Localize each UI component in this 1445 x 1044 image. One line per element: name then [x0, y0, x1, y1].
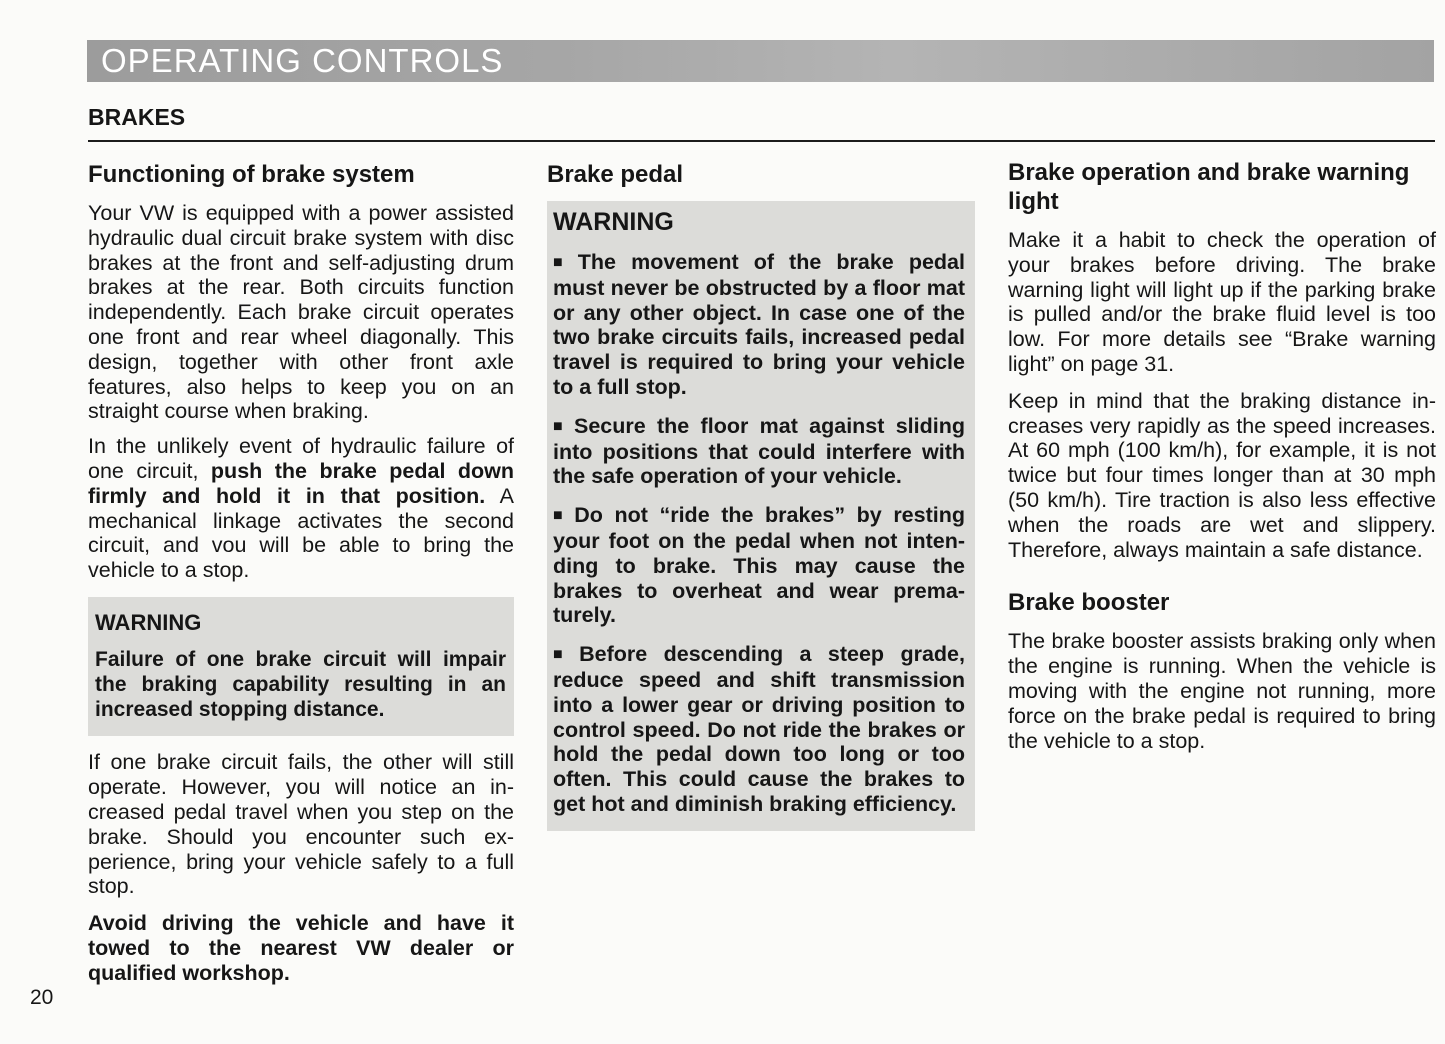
warning-title: WARNING: [553, 208, 674, 236]
paragraph-braking-distance: Keep in mind that the braking distance increases very rapidly as the speed increases. At 60 mph (100 km/h), for example, it is not twice but four times longer than at 30 mph (50 km/h). Tire traction is also less effective when the roads are wet and slippery. Therefore, always maintain a safe distance.: [1008, 388, 1436, 562]
warning-text: Failure of one brake circuit will impair the braking capability resulting in an increased stopping distance.: [95, 647, 506, 721]
text-failure-instruction: push the brake pedal down firmly and hold it in that position.: [88, 458, 514, 508]
square-bullet-icon: ■: [553, 507, 569, 525]
paragraph-avoid-driving: Avoid driving the vehicle and have it towed to the nearest VW dealer or qualified workshop.: [88, 911, 514, 985]
warning-item-text: Before descending a steep grade, reduce speed and shift transmission into a lower gear or driving position to control speed. Do not ride the brakes or hold the pedal down too long or too often. This could cause the brakes to get hot and diminish braking efficiency.: [553, 642, 965, 816]
section-divider: [88, 140, 1435, 142]
warning-item: [553, 414, 965, 489]
heading-brake-booster: Brake booster: [1008, 589, 1170, 617]
heading-functioning: Functioning of brake system: [88, 161, 415, 188]
text-failure-intro: In the unlikely event of hydraulic failure of one circuit,: [88, 434, 514, 483]
paragraph-hydraulic-failure: [88, 434, 514, 583]
paragraph-system-description: Your VW is equipped with a power assisted hydraulic dual circuit brake system with disc brakes at the front and self-adjusting drum brakes at the rear. Both circuits function independently. Each brake circuit operates one front and rear wheel diagonally. This design, together with other front axle features, also helps to keep you on an straight course when braking.: [88, 201, 514, 424]
chapter-title: OPERATING CONTROLS: [101, 42, 504, 79]
warning-item: [553, 503, 965, 628]
column-middle: [547, 160, 975, 831]
paragraph-brake-booster: The brake booster assists braking only when the engine is running. When the vehicle is moving with the engine not running, more force on the brake pedal is required to bring the vehicle to a stop.: [1008, 629, 1436, 753]
column-right: [1008, 158, 1436, 753]
square-bullet-icon: ■: [553, 646, 574, 664]
warning-box-pedal: [547, 201, 975, 831]
warning-item-text: The movement of the brake pedal must never be obstructed by a floor mat or any other object. In case one of the two brake circuits fails, increased pedal travel is required to bring your vehicle to a full stop.: [553, 250, 965, 399]
warning-item: [553, 642, 965, 817]
warning-item-text: Secure the floor mat against sliding into positions that could interfere with the safe operation of your vehicle.: [553, 413, 965, 489]
warning-title: WARNING: [95, 609, 202, 635]
section-title: BRAKES: [88, 104, 186, 130]
heading-brake-operation: Brake operation and brake warning light: [1008, 159, 1410, 215]
heading-brake-pedal: Brake pedal: [547, 161, 684, 188]
warning-item: [553, 250, 965, 400]
text-failure-outcome: A mechanical linkage activates the second circuit, and vou will be able to bring the vehicle to a stop.: [88, 483, 514, 583]
warning-item-text: Do not “ride the brakes” by resting your foot on the pedal when not intending to brake. This may cause the brakes to overheat and wear prematurely.: [553, 503, 965, 628]
square-bullet-icon: ■: [553, 254, 572, 271]
paragraph-circuit-fails: If one brake circuit fails, the other will still operate. However, you will notice an increased pedal travel when you step on the brake. Should you encounter such experience, bring your vehicle safely to a full stop.: [88, 750, 514, 899]
chapter-banner: [87, 40, 1434, 82]
warning-box-circuit: [88, 597, 514, 736]
paragraph-check-brakes: Make it a habit to check the operation of your brakes before driving. The brake warning light will light up if the parking brake is pulled and/or the brake fluid level is too low. For more details see “Brake warning light” on page 31.: [1008, 228, 1436, 376]
square-bullet-icon: ■: [553, 417, 568, 435]
column-left: [88, 160, 514, 986]
page-number: 20: [30, 986, 54, 1009]
